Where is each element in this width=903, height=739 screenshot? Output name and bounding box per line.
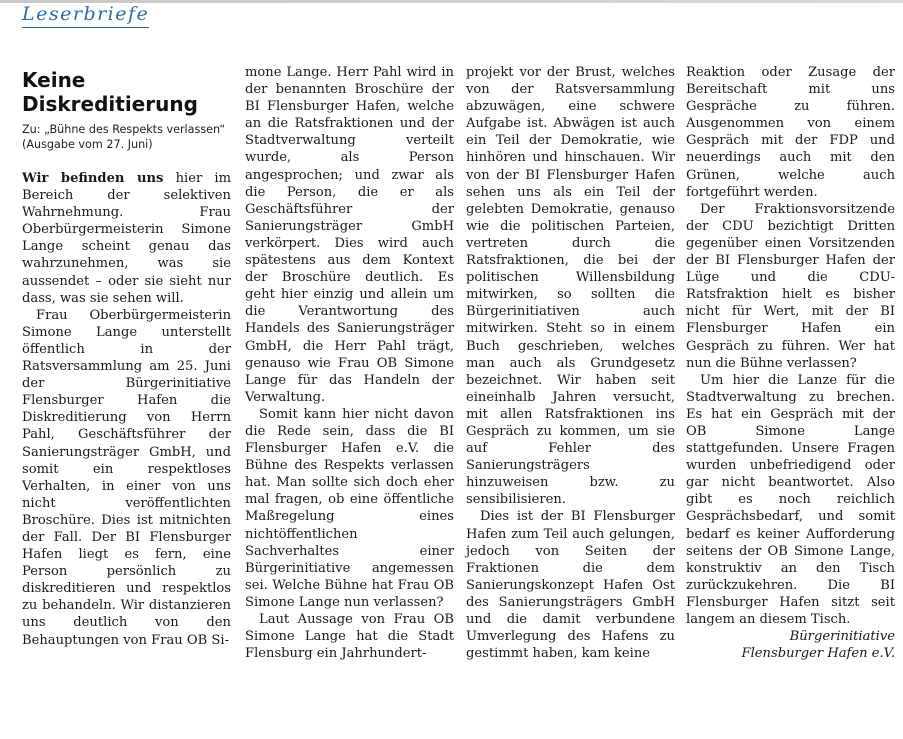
article-reference: Zu: „Bühne des Respekts verlassen“ (Ausgabe vom 27. Juni): [22, 123, 226, 151]
paragraph-5-part-1: Dies ist der BI Flensburger Hafen zum Teil auch gelungen, jedoch von Seiten der Fraktionen die dem Sanierungskonzept Hafen Ost des Sanierungsträgers GmbH und die damit verbundene Umverlegung des Hafens zu gestimmt haben, kam keine: [466, 509, 675, 662]
paragraph-6: Der Fraktionsvorsitzende der CDU bezichtigt Dritten gegenüber einen Vorsitzenden der BI Flensburger Hafen der Lüge und die CDU-Ratsfraktion hielt es bisher nicht für Wert, mit der BI Flensburger Hafen ein Gespräch zu führen. Wer hat nun die Bühne verlassen?: [686, 201, 895, 371]
paragraph-3: Somit kann hier nicht davon die Rede sein, dass die BI Flensburger Hafen e.V. die Bühne des Respekts verlassen hat. Man sollte sich doch eher mal fragen, ob eine öffentliche Maßregelung eines nichtöffentlichen Sachverhaltes einer Bürgerinitiative angemessen sei. Welche Bühne hat Frau OB Simone Lange nun verlassen?: [245, 406, 454, 610]
paragraph-2-part-1: [22, 307, 231, 649]
lead-in: Wir befinden uns: [22, 171, 164, 186]
paragraph-4-part-2: projekt vor der Brust, welches von der Ratsversammlung abzuwägen, eine schwere Aufgabe ist. Abwägen ist auch ein Teil der Demokratie, wie hinhören und hinschauen. Wir von der BI Flensburger Hafen sehen uns als ein Teil der gelebten Demokratie, genauso wie die politischen Parteien, vertreten durch die Ratsfraktionen, die bei der politischen Willensbildung mitwirken, so sollten die Bürgerinitiativen auch mitwirken. Steht so in einem Buch geschrieben, welches man auch als Grundgesetz bezeichnet. Wir haben seit eineinhalb Jahren versucht, mit allen Ratsfraktionen ins Gespräch zu kommen, um sie auf Fehler des Sanierungsträgers hinzuweisen bzw. zu sensibilisieren.: [466, 65, 675, 508]
column-1: [22, 64, 231, 649]
paragraph-1-text: hier im Bereich der selektiven Wahrnehmung. Frau Oberbürgermeisterin Simone Lange scheint genau das wahrzunehmen, was sie aussendet – oder sie sieht nur dass, was sie sehen will.: [22, 171, 231, 306]
signature: [686, 628, 895, 662]
column-2: [245, 64, 454, 662]
paragraph-2-part-2: mone Lange. Herr Pahl wird in der benannten Broschüre der BI Flensburger Hafen, welche an die Ratsfraktionen und der Stadtverwaltung verteilt wurde, als Person angesprochen; und zwar als die Person, die er als Geschäftsführer der Sanierungsträger GmbH verkörpert. Dies wird auch spätestens aus dem Kontext der Broschüre deutlich. Es geht hier einzig und allein um die Verantwortung des Handels des Sanierungsträger GmbH, die Herr Pahl trägt, genauso wie Frau OB Simone Lange für das Handeln der Verwaltung.: [245, 65, 454, 405]
column-3: [466, 64, 675, 662]
column-4: [686, 64, 895, 662]
paragraph-2-text-a: Frau Oberbürgermeisterin Simone Lange unterstellt öffentlich in der Ratsversammlung am 25. Juni der Bürgerinitiative Flensburger Hafen die Diskreditierung von Herrn Pahl, Geschäftsführer der Sanierungsträger GmbH, und somit ein respektloses Verhalten, in einer von uns nicht veröffentlichten Broschüre. Dies ist mitnichten der Fall. Der BI Flensburger Hafen liegt es fern, eine Person persönlich zu diskreditieren und respektlos zu behandeln. Wir distanzieren uns deutlich von den Behauptungen von Frau OB Si-: [22, 307, 231, 648]
signature-line-2: Flensburger Hafen e.V.: [741, 646, 895, 662]
section-title: Leserbriefe: [22, 2, 149, 28]
paragraph-7: Um hier die Lanze für die Stadtverwaltung zu brechen. Es hat ein Gespräch mit der OB Simone Lange stattgefunden. Unsere Fragen wurden unbefriedigend oder gar nicht beantwortet. Also gibt es noch reichlich Gesprächsbedarf, und somit bedarf es keiner Aufforderung seitens der OB Simone Lange, konstruktiv an den Tisch zurückzukehren. Die BI Flensburger Hafen sitzt seit langem an diesem Tisch.: [686, 372, 895, 627]
headline: Keine Diskreditierung: [22, 68, 198, 116]
signature-line-1: Bürgerinitiative: [789, 629, 895, 645]
paragraph-1: [22, 170, 231, 307]
paragraph-4-part-1: Laut Aussage von Frau OB Simone Lange hat die Stadt Flensburg ein Jahrhundert-: [245, 612, 454, 662]
paragraph-5-part-2: Reaktion oder Zusage der Bereitschaft mit uns Gespräche zu führen. Ausgenommen von einem Gespräch mit der FDP und neuerdings auch mit den Grünen, welche auch fortgeführt werden.: [686, 65, 895, 200]
